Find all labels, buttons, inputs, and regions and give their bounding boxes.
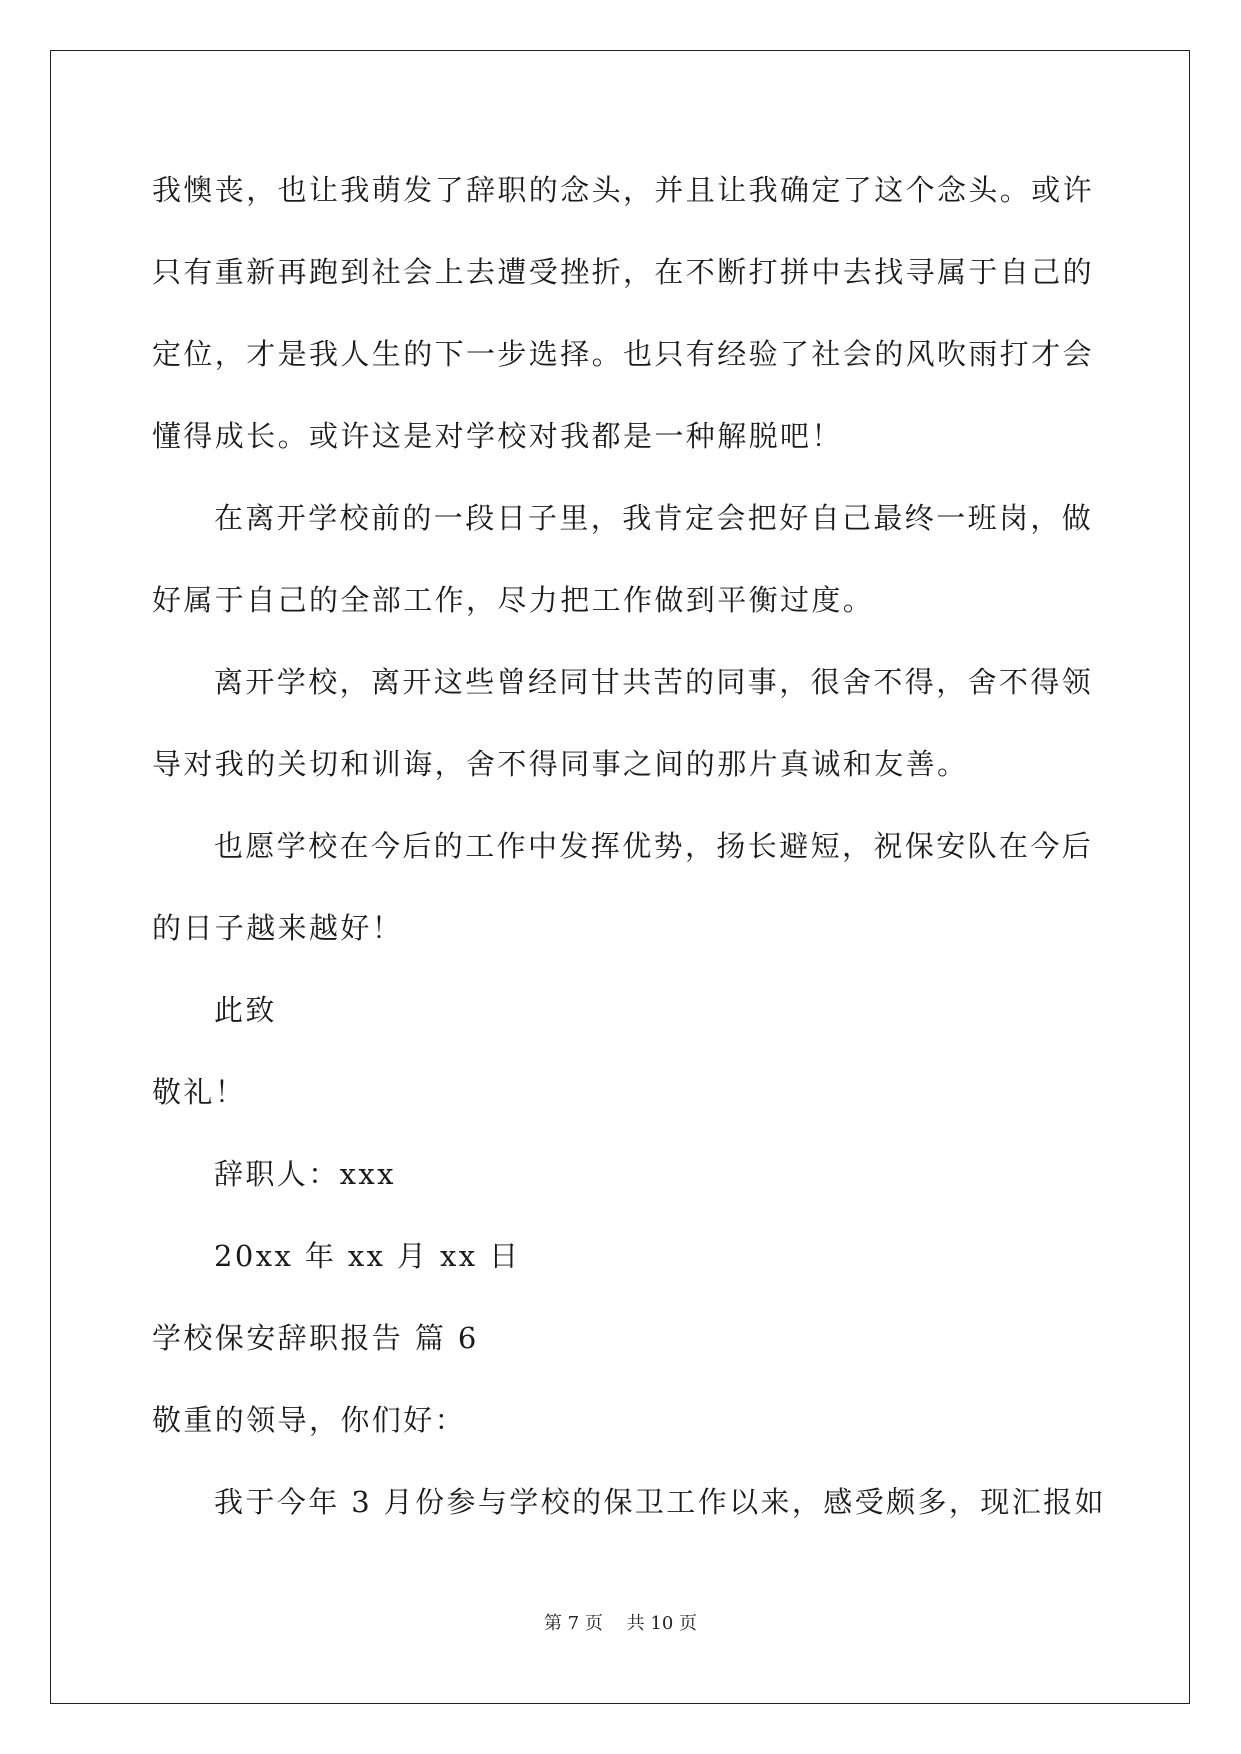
signature-line: 辞职人：xxx xyxy=(214,1157,396,1191)
text-line: 懂得成长。或许这是对学校对我都是一种解脱吧！ xyxy=(152,419,843,453)
text-line: 导对我的关切和训诲，舍不得同事之间的那片真诚和友善。 xyxy=(152,747,969,781)
text-line: 我于今年 3 月份参与学校的保卫工作以来，感受颇多，现汇报如 xyxy=(214,1485,1106,1519)
page-border xyxy=(50,50,1190,1704)
page-total: 共 10 页 xyxy=(626,1613,697,1634)
closing-salutation: 此致 xyxy=(214,993,277,1027)
text-line: 的日子越来越好！ xyxy=(152,911,404,945)
closing-respect: 敬礼！ xyxy=(152,1075,247,1109)
text-line: 只有重新再跑到社会上去遭受挫折，在不断打拼中去找寻属于自己的 xyxy=(152,255,1095,289)
section-title: 学校保安辞职报告 篇 6 xyxy=(152,1321,479,1355)
date-line: 20xx 年 xx 月 xx 日 xyxy=(214,1239,521,1273)
text-line: 我懊丧，也让我萌发了辞职的念头，并且让我确定了这个念头。或许 xyxy=(152,173,1095,207)
greeting-line: 敬重的领导，你们好： xyxy=(152,1403,467,1437)
text-line: 好属于自己的全部工作，尽力把工作做到平衡过度。 xyxy=(152,583,875,617)
text-line: 离开学校，离开这些曾经同甘共苦的同事，很舍不得，舍不得领 xyxy=(214,665,1094,699)
text-line: 在离开学校前的一段日子里，我肯定会把好自己最终一班岗，做 xyxy=(214,501,1094,535)
text-line: 定位，才是我人生的下一步选择。也只有经验了社会的风吹雨打才会 xyxy=(152,337,1095,371)
text-line: 也愿学校在今后的工作中发挥优势，扬长避短，祝保安队在今后 xyxy=(214,829,1094,863)
page-footer xyxy=(0,1612,1241,1636)
page-number: 第 7 页 xyxy=(544,1613,603,1634)
